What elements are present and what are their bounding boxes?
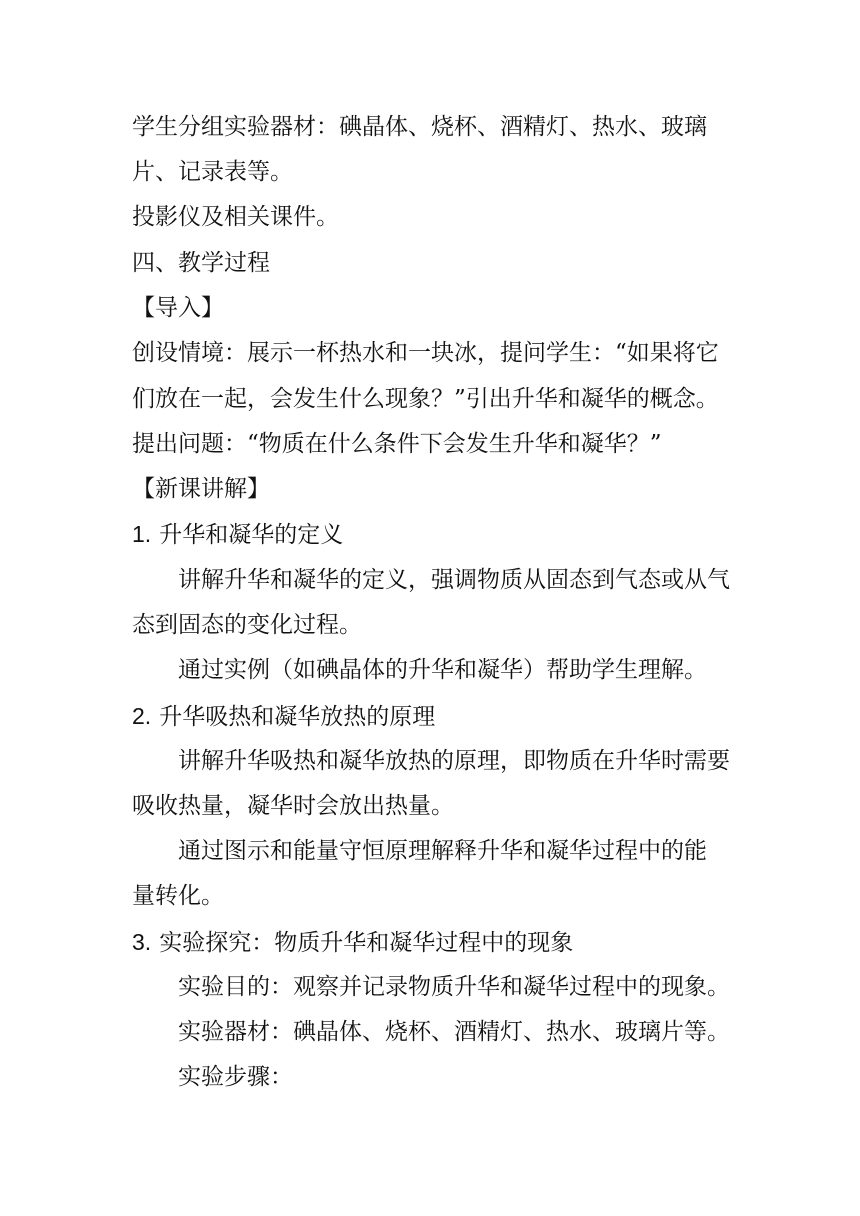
paragraph-principle: 讲解升华吸热和凝华放热的原理，即物质在升华时需要	[178, 748, 730, 774]
paragraph-energy-cont: 量转化。	[132, 883, 224, 909]
paragraph-question: 提出问题：“物质在什么条件下会发生升华和凝华？”	[132, 431, 662, 457]
paragraph-scenario: 创设情境：展示一杯热水和一块冰，提问学生：“如果将它	[132, 340, 719, 366]
list-number: 1.	[132, 521, 152, 547]
paragraph-projector: 投影仪及相关课件。	[132, 204, 339, 230]
subheading-new-lesson: 【新课讲解】	[132, 476, 270, 502]
paragraph-equipment: 学生分组实验器材：碘晶体、烧杯、酒精灯、热水、玻璃	[132, 114, 707, 140]
paragraph-steps: 实验步骤：	[178, 1064, 293, 1090]
paragraph-energy: 通过图示和能量守恒原理解释升华和凝华过程中的能	[178, 838, 707, 864]
section-heading-process: 四、教学过程	[132, 250, 270, 276]
list-item-3	[132, 927, 732, 958]
paragraph-principle-cont: 吸收热量，凝华时会放出热量。	[132, 793, 454, 819]
list-item-title: 实验探究：物质升华和凝华过程中的现象	[159, 930, 574, 956]
list-number: 3.	[132, 929, 152, 955]
paragraph-materials: 实验器材：碘晶体、烧杯、酒精灯、热水、玻璃片等。	[178, 1019, 730, 1045]
list-item-1	[132, 519, 732, 550]
paragraph-purpose: 实验目的：观察并记录物质升华和凝华过程中的现象。	[178, 974, 730, 1000]
paragraph-equipment-cont: 片、记录表等。	[132, 159, 293, 185]
paragraph-scenario-cont: 们放在一起，会发生什么现象？”引出升华和凝华的概念。	[132, 386, 719, 412]
list-item-title: 升华和凝华的定义	[159, 522, 344, 548]
list-item-2	[132, 701, 732, 732]
paragraph-definition: 讲解升华和凝华的定义，强调物质从固态到气态或从气	[178, 567, 730, 593]
paragraph-example: 通过实例（如碘晶体的升华和凝华）帮助学生理解。	[178, 657, 707, 683]
list-item-title: 升华吸热和凝华放热的原理	[159, 704, 436, 730]
list-number: 2.	[132, 703, 152, 729]
paragraph-definition-cont: 态到固态的变化过程。	[132, 612, 362, 638]
subheading-intro: 【导入】	[132, 295, 224, 321]
